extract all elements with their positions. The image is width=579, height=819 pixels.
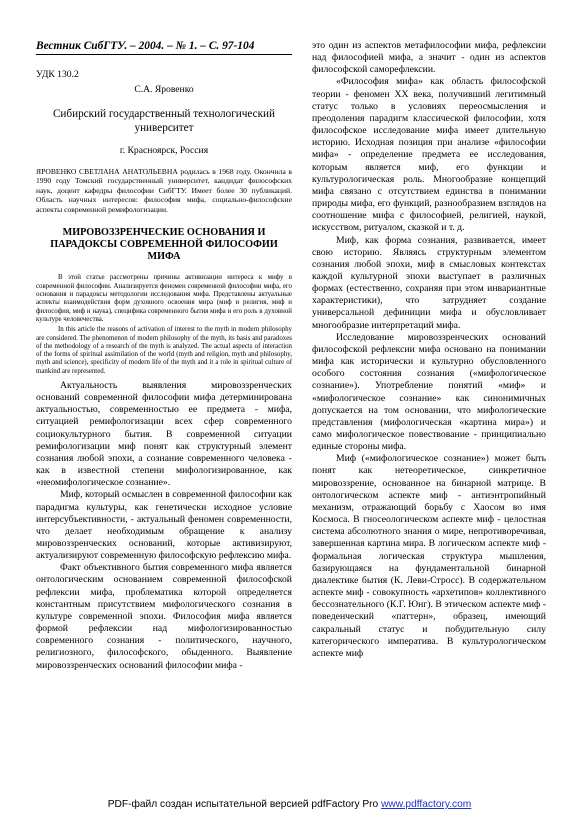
footer-link[interactable]: www.pdffactory.com	[381, 799, 472, 810]
footer-text: PDF-файл создан испытательной версией pdfFactory Pro	[107, 799, 379, 810]
affiliation: Сибирский государственный технологический университет	[52, 108, 276, 134]
body-paragraph: Факт объективного бытия современного мифа является онтологическим основанием современной философской рефлексии мифа, проблематика которой определяется константным присутствием мифологического сознания в культуре современной эпохи. Философия мифа является формой рефлексии над мифологизированностью современного сознания - политического, научного, религиозного, философского, обыденного. Выявление мировоззренческих оснований философии мифа -	[36, 562, 292, 671]
udk-code: УДК 130.2	[36, 69, 79, 80]
pdf-footer	[0, 799, 579, 810]
left-column	[36, 40, 292, 672]
city: г. Красноярск, Россия	[119, 145, 209, 156]
body-paragraph: Миф, как форма сознания, развивается, имеет свою историю. Являясь структурным элементом сознания любой эпохи, миф в смысловых контекстах каждой культурной эпохи выступает в различных формах (естественно, сохраняя при этом инвариантные характеристики), что затрудняет создание универсальной дефиниции мифа и обусловливает многообразие интерпретаций мифа.	[312, 234, 546, 331]
body-paragraph: это один из аспектов метафилософии мифа, рефлексии над философией мифа, а значит - один из аспектов философской саморефлексии.	[312, 40, 546, 76]
body-paragraph: Миф, который осмыслен в современной философии как парадигма культуры, как генетически исходное условие интерсубъективности, - актуальный феномен современности, что делает необходимым обращение к анализу мировоззренческих оснований, которые активизируют, актуализируют современную философскую рефлексию мифа.	[36, 489, 292, 562]
abstract-ru: В этой статье рассмотрены причины активизации интереса к мифу в современной философии. Анализируется феномен современной философии мифа, его основания и парадоксы методологии исследования мифа. Представлены актуальные аспекты взаимодействия форм духовного освоения мира (миф и религия, миф и философия, миф и наука), специфика современного бытия мифа и его роль в духовной культуре человечества.	[36, 274, 292, 323]
journal-header: Вестник СибГТУ. – 2004. – № 1. – С. 97-104	[36, 40, 292, 55]
body-paragraph: Актуальность выявления мировоззренческих оснований современной философии мифа детерминирована актуальностью, современностью ее предмета - мифа, ситуацией ремифологизации всех сфер современного социокультурного бытия. В современной ситуации ремифологизации миф понят как структурный элемент сознания любой эпохи, а сознание современного человека - как в известной степени мифологизированное, как «неомифологическое сознание».	[36, 379, 292, 489]
right-column	[312, 40, 546, 660]
abstract-en: In this article the reasons of activation of interest to the myth in modern philosophy are considered. The phenomenon of modern philosophy of the myth, its basis and paradoxes of the methodology of a research of the myth is analyzed. The actual aspects of interaction of the forms of spiritual assimilation of the world (myth and religion, myth and philosophy, myth and science), specificity of modern life of the myth and it a role in spiritual culture of mankind are represented.	[36, 326, 292, 375]
body-paragraph: Миф («мифологическое сознание») может быть понят как нетеоретическое, синкретичное мировоззрение, основанное на бинарной матрице. В онтологическом аспекте миф - антиэнтропийный механизм, отражающий борьбу с Хаосом во имя Космоса. В гносеологическом аспекте миф - целостная система абсолютного знания о мире, непротиворечивая, завершенная картина мира. В логическом аспекте миф - формальная логическая структура мышления, базирующаяся на фундаментальной бинарной диалектике бытия (К. Леви-Стросс). В содержательном аспекте миф - совокупность «архетипов» коллективного бессознательного (К.Г. Юнг). В этическом аспекте миф - поведенческий «паттерн», образец, имеющий сакральный статус и побудительную силу категорического императива. В культурологическом аспекте миф	[312, 453, 546, 659]
body-paragraph: Исследование мировоззренческих оснований философской рефлексии мифа основано на понимании мифа как исторически и культурно обусловленного особого состояния сознания («мифологическое сознание»). Употребление понятий «миф» и «мифологическое сознание» как синонимичных допускается на том основании, что мифологические представления (мифологическая «картина мира») и само мифологическое повествование - принципиально единые стороны мифа.	[312, 331, 546, 453]
left-body-text	[36, 380, 292, 672]
author-bio: ЯРОВЕНКО СВЕТЛАНА АНАТОЛЬЕВНА родилась в 1968 году. Окончила в 1990 году Томский государственный университет, кандидат философских наук, доцент кафедры философии СибГТУ. Имеет более 30 публикаций. Область научных интересов: философия мифа, социально-философские аспекты современной ремифологизации.	[36, 167, 292, 214]
body-paragraph: «Философия мифа» как область философской теории - феномен XX века, получивший легитимный статус только в условиях переосмысления и преодоления парадигм классической философии, хотя философское исследование мифа имеет длительную историю. Исходная позиция при анализе «философии мифа» - определение предмета ее исследования, которым является миф, его функции и культурологическая роль. Многообразие концепций мифа связано с отсутствием единства в понимании природы мифа, его функций, разнообразием взглядов на соотношение мифа с философией, религией, наукой, искусством, ритуалом, сказкой и т. д.	[312, 76, 546, 234]
author-name: С.А. Яровенко	[134, 84, 194, 95]
article-title: МИРОВОЗЗРЕНЧЕСКИЕ ОСНОВАНИЯ И ПАРАДОКСЫ СОВРЕМЕННОЙ ФИЛОСОФИИ МИФА	[50, 227, 278, 262]
